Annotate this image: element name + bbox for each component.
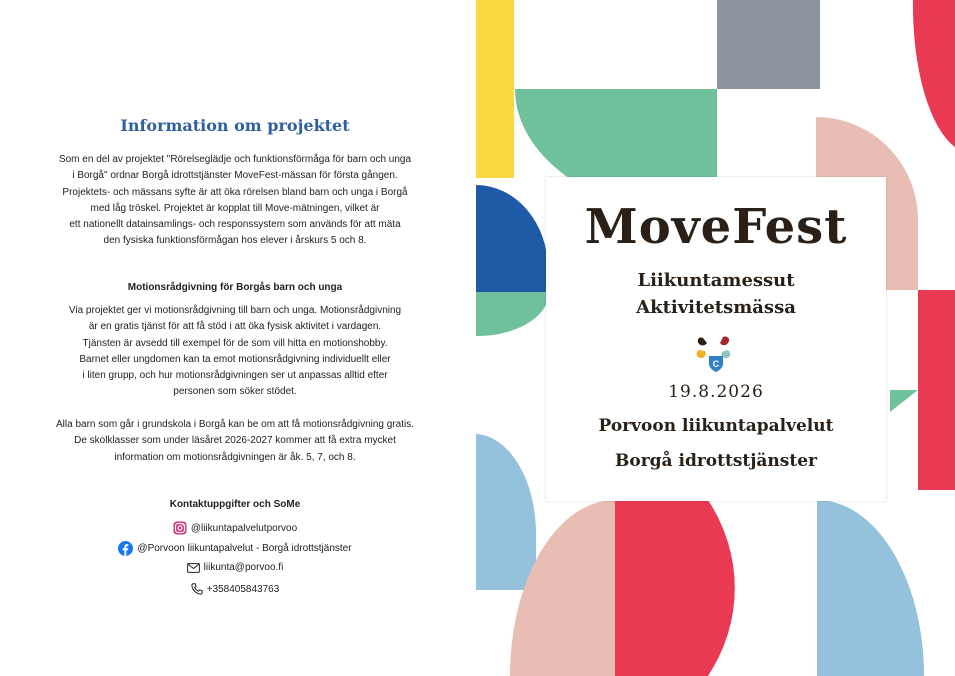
red-arc-top <box>913 0 955 147</box>
phone-icon <box>191 583 203 595</box>
instagram-row <box>0 521 470 535</box>
info-title: Information om projektet <box>120 116 350 135</box>
red-block <box>615 500 735 676</box>
cover-card <box>546 177 886 501</box>
contact-heading: Kontaktuppgifter och SoMe <box>169 499 301 510</box>
facebook-row <box>0 541 470 556</box>
advice-text: Via projektet ger vi motionsrådgivning till barn och unga. Motionsrådgivning är en gratis tjänst för att få stöd i att öka fysisk aktivitet i vardagen. Tjänsten är avsedd till exempel för de som vill hitta en motionshobby. Barnet eller ungdomen kan ta emot motionsrådgivning individuellt eller i liten grupp, och hur motionsrådgivningen ser ut anpassas alltid efter personen som söker stödet. <box>68 305 402 398</box>
email-address[interactable]: liikunta@porvoo.fi <box>203 562 284 573</box>
cover-subtitle-fi: Liikuntamessut <box>637 270 795 291</box>
logo-icon <box>693 334 739 374</box>
light-blue-left <box>476 434 536 590</box>
green-triangle <box>890 390 918 412</box>
grey-block <box>717 0 820 89</box>
blue-quarter <box>476 185 548 292</box>
svg-text:C: C <box>712 359 720 369</box>
green-fragment <box>476 292 548 336</box>
organizer-sv: Borgå idrottstjänster <box>615 451 817 471</box>
email-row <box>0 562 470 573</box>
mail-icon <box>187 563 200 573</box>
cover-subtitle-sv: Aktivitetsmässa <box>636 297 796 318</box>
advice-heading: Motionsrådgivning för Borgås barn och unga <box>127 282 343 293</box>
facebook-handle[interactable]: @Porvoon liikuntapalvelut - Borgå idrottstjänster <box>137 543 352 554</box>
cover-title: MoveFest <box>584 199 848 255</box>
info-panel <box>0 0 476 676</box>
red-stripe-right <box>918 290 955 490</box>
phone-row <box>0 583 470 595</box>
yellow-stripe <box>476 0 514 178</box>
event-date: 19.8.2026 <box>668 382 764 402</box>
instagram-icon <box>173 521 187 535</box>
cover-panel <box>476 0 955 676</box>
project-intro-text: Som en del av projektet "Rörelseglädje och funktionsförmåga för barn och unga i Borgå" ordnar Borgå idrottstjänster MoveFest-mässan för första gången. Projektets- och mässans syfte är att öka rörelsen bland barn och unga i Borgå med låg tröskel. Projektet är kopplat till Move-mätningen, vilket är ett nationellt datainsamlings- och responssystem som används för att mäta den fysiska funktionsförmågan hos elever i årskurs 5 och 8. <box>58 154 412 247</box>
instagram-handle[interactable]: @liikuntapalvelutporvoo <box>190 522 298 534</box>
advice-extra-text: Alla barn som går i grundskola i Borgå kan be om att få motionsrådgivning gratis. De skolklasser som under läsåret 2026-2027 kommer att få extra mycket information om motionsrådgivningen är åk. 5, 7, och 8. <box>56 419 414 463</box>
facebook-icon <box>118 541 133 556</box>
organizer-fi: Porvoon liikuntapalvelut <box>598 416 834 436</box>
phone-number[interactable]: +358405843763 <box>206 583 280 595</box>
light-blue-right <box>817 500 924 676</box>
